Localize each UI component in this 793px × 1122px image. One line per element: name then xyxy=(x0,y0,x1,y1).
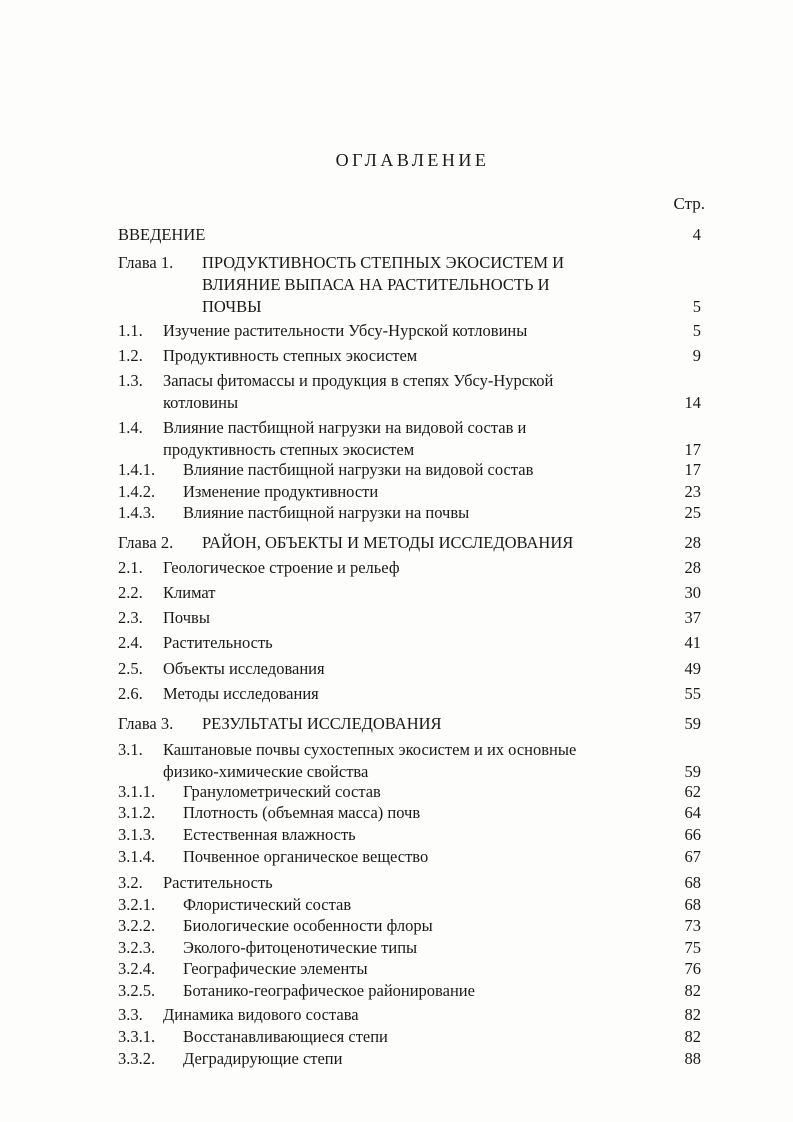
toc-entry-number: 3.1. xyxy=(118,740,143,759)
toc-entry-page: 28 xyxy=(684,533,701,552)
toc-entry-number: 2.4. xyxy=(118,633,143,652)
toc-entry-number: 3.1.4. xyxy=(118,847,156,866)
toc-entry-page: 68 xyxy=(684,895,701,914)
toc-entry-title: Запасы фитомассы и продукция в степях Убсу-Нурской xyxy=(163,371,554,390)
toc-entry-page: 14 xyxy=(684,393,701,412)
toc-entry-number: 3.2. xyxy=(118,873,143,892)
toc-entry-title: Каштановые почвы сухостепных экосистем и их основные xyxy=(163,740,577,759)
toc-entry-page: 28 xyxy=(684,558,701,577)
toc-entry-number: 3.2.3. xyxy=(118,938,156,957)
toc-entry-number: 2.1. xyxy=(118,558,143,577)
toc-entry-page: 62 xyxy=(684,782,701,801)
toc-entry-title: Географические элементы xyxy=(183,959,368,978)
page-column-header: Стр. xyxy=(673,194,705,213)
toc-entry-number: 1.1. xyxy=(118,321,143,340)
toc-entry-title: Объекты исследования xyxy=(163,659,325,678)
toc-entry-number: 3.2.5. xyxy=(118,981,156,1000)
toc-entry-title: Изменение продуктивности xyxy=(183,482,379,501)
toc-entry-number: 3.1.2. xyxy=(118,803,156,822)
toc-entry-title: Изучение растительности Убсу-Нурской котловины xyxy=(163,321,528,340)
toc-entry-title: продуктивность степных экосистем xyxy=(163,440,415,459)
toc-entry-page: 49 xyxy=(684,659,701,678)
toc-entry-number: 1.4.3. xyxy=(118,503,156,522)
toc-entry-title: Флористический состав xyxy=(183,895,352,914)
toc-entry-title: Растительность xyxy=(163,873,273,892)
toc-entry-number: 1.4.1. xyxy=(118,460,156,479)
toc-entry-page: 64 xyxy=(684,803,701,822)
toc-entry-title: физико-химические свойства xyxy=(163,762,369,781)
toc-entry-page: 88 xyxy=(684,1049,701,1068)
toc-entry-title: Деградирующие степи xyxy=(183,1049,343,1068)
toc-entry-page: 37 xyxy=(684,608,701,627)
toc-entry-title: Гранулометрический состав xyxy=(183,782,381,801)
toc-entry-number: 1.4. xyxy=(118,418,143,437)
toc-entry-page: 59 xyxy=(684,714,701,733)
toc-entry-title: Почвы xyxy=(163,608,210,627)
toc-entry-number: 3.3.1. xyxy=(118,1027,156,1046)
toc-entry-title: ВЛИЯНИЕ ВЫПАСА НА РАСТИТЕЛЬНОСТЬ И xyxy=(202,275,550,294)
toc-entry-page: 41 xyxy=(684,633,701,652)
toc-entry-number: 3.1.3. xyxy=(118,825,156,844)
toc-entry-page: 5 xyxy=(692,321,701,340)
toc-entry-page: 17 xyxy=(684,460,701,479)
toc-entry-number: 2.5. xyxy=(118,659,143,678)
toc-entry-number: 3.3. xyxy=(118,1005,143,1024)
toc-entry-title: Методы исследования xyxy=(163,684,319,703)
toc-entry-number: 1.2. xyxy=(118,346,143,365)
toc-entry-title: Восстанавливающиеся степи xyxy=(183,1027,388,1046)
toc-entry-page: 4 xyxy=(692,225,701,244)
toc-entry-title: Геологическое строение и рельеф xyxy=(163,558,400,577)
toc-entry-title: Эколого-фитоценотические типы xyxy=(183,938,418,957)
toc-entry-page: 17 xyxy=(684,440,701,459)
toc-entry-page: 23 xyxy=(684,482,701,501)
toc-entry-page: 55 xyxy=(684,684,701,703)
toc-entry-title: Влияние пастбищной нагрузки на почвы xyxy=(183,503,470,522)
toc-entry-title: Продуктивность степных экосистем xyxy=(163,346,418,365)
toc-entry-number: 3.3.2. xyxy=(118,1049,156,1068)
toc-entry-page: 76 xyxy=(684,959,701,978)
toc-title: ОГЛАВЛЕНИЕ xyxy=(335,150,490,170)
toc-entry-number: 1.4.2. xyxy=(118,482,156,501)
toc-entry-page: 82 xyxy=(684,981,701,1000)
toc-entry-title: РЕЗУЛЬТАТЫ ИССЛЕДОВАНИЯ xyxy=(202,714,442,733)
toc-entry-number: Глава 3. xyxy=(118,714,174,733)
toc-entry-title: Климат xyxy=(163,583,216,602)
toc-entry-number: 3.2.4. xyxy=(118,959,156,978)
toc-entry-title: Плотность (объемная масса) почв xyxy=(183,803,421,822)
toc-entry-title: Естественная влажность xyxy=(183,825,356,844)
toc-entry-number: 2.2. xyxy=(118,583,143,602)
toc-entry-number: 3.2.2. xyxy=(118,916,156,935)
toc-entry-page: 73 xyxy=(684,916,701,935)
toc-entry-page: 5 xyxy=(692,297,701,316)
toc-entry-number: 3.2.1. xyxy=(118,895,156,914)
toc-entry-page: 68 xyxy=(684,873,701,892)
toc-entry-title: Биологические особенности флоры xyxy=(183,916,433,935)
toc-entry-page: 75 xyxy=(684,938,701,957)
toc-entry-page: 25 xyxy=(684,503,701,522)
toc-entry-number: 3.1.1. xyxy=(118,782,156,801)
toc-entry-page: 59 xyxy=(684,762,701,781)
toc-entry-title: РАЙОН, ОБЪЕКТЫ И МЕТОДЫ ИССЛЕДОВАНИЯ xyxy=(202,533,574,552)
toc-entry-title: Растительность xyxy=(163,633,273,652)
toc-entry-page: 82 xyxy=(684,1027,701,1046)
toc-entry-number: Глава 1. xyxy=(118,253,174,272)
toc-entry-title: ВВЕДЕНИЕ xyxy=(118,225,206,244)
toc-entry-number: Глава 2. xyxy=(118,533,174,552)
toc-entry-title: Динамика видового состава xyxy=(163,1005,359,1024)
toc-entry-title: Влияние пастбищной нагрузки на видовой состав xyxy=(183,460,534,479)
toc-entry-page: 66 xyxy=(684,825,701,844)
toc-entry-number: 1.3. xyxy=(118,371,143,390)
toc-entry-number: 2.3. xyxy=(118,608,143,627)
toc-entry-number: 2.6. xyxy=(118,684,143,703)
toc-entry-title: Почвенное органическое вещество xyxy=(183,847,429,866)
toc-entry-page: 9 xyxy=(692,346,701,365)
toc-entry-page: 30 xyxy=(684,583,701,602)
toc-entry-page: 67 xyxy=(684,847,701,866)
toc-entry-title: Ботанико-географическое районирование xyxy=(183,981,475,1000)
toc-entry-title: Влияние пастбищной нагрузки на видовой состав и xyxy=(163,418,527,437)
toc-entry-title: ПРОДУКТИВНОСТЬ СТЕПНЫХ ЭКОСИСТЕМ И xyxy=(202,253,565,272)
toc-entry-title: котловины xyxy=(163,393,239,412)
toc-entry-title: ПОЧВЫ xyxy=(202,297,262,316)
toc-entry-page: 82 xyxy=(684,1005,701,1024)
